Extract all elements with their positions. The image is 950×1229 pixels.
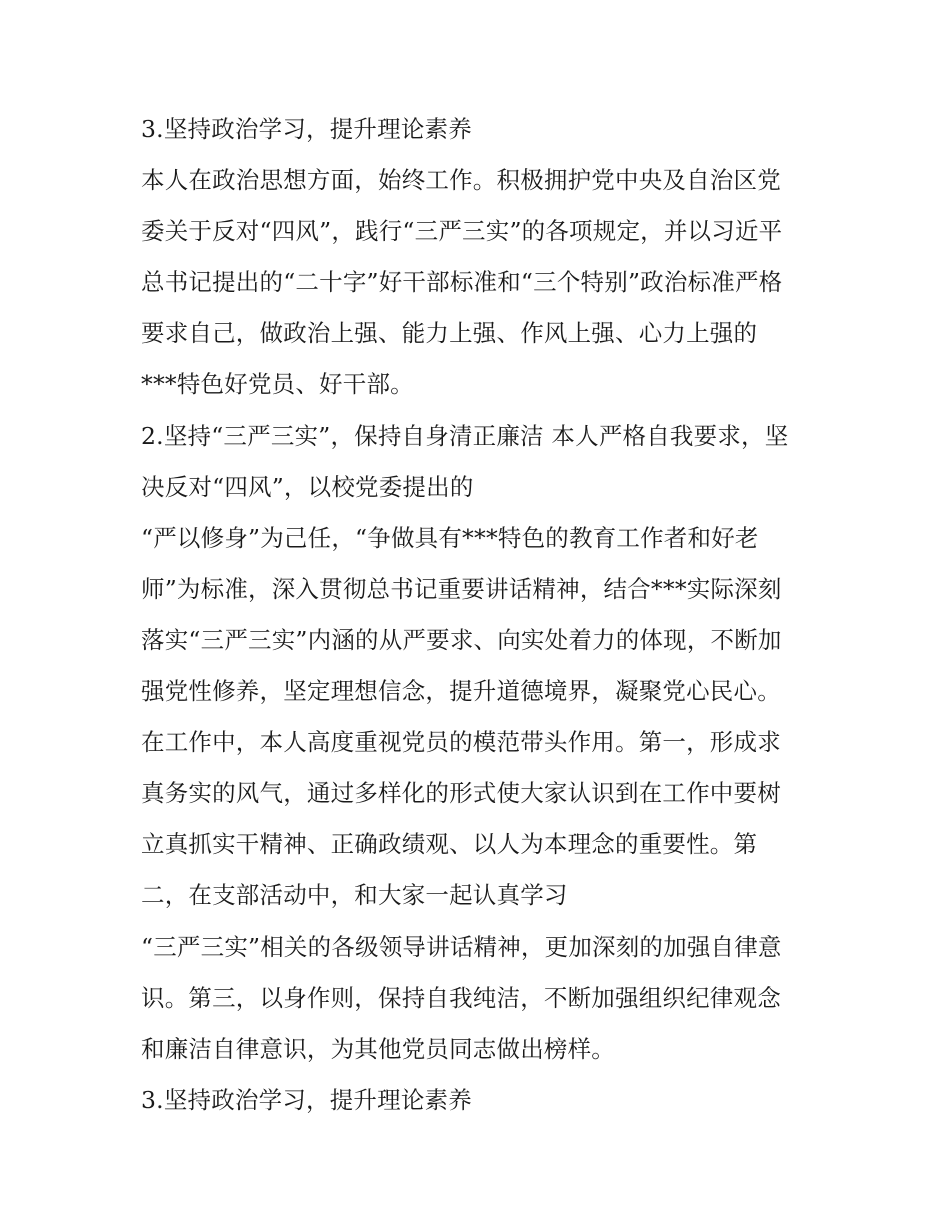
paragraph-line: 真务实的风气，通过多样化的形式使大家认识到在工作中要树 <box>141 779 781 808</box>
paragraph-line: 和廉洁自律意识，为其他党员同志做出榜样。 <box>141 1034 615 1063</box>
paragraph-line: 决反对“四风”，以校党委提出的 <box>141 472 474 501</box>
paragraph-line: 本人在政治思想方面，始终工作。积极拥护党中央及自治区党 <box>141 166 781 195</box>
paragraph-line: 二，在支部活动中，和大家一起认真学习 <box>141 881 568 910</box>
paragraph-line: “三严三实”相关的各级领导讲话精神，更加深刻的加强自律意 <box>141 932 782 961</box>
heading-three-stricts: 2.坚持“三严三实”，保持自身清正廉洁 本人严格自我要求，坚 <box>141 421 789 450</box>
paragraph-line: 识。第三，以身作则，保持自我纯洁，不断加强组织纪律观念 <box>141 983 781 1012</box>
paragraph-line: 落实“三严三实”内涵的从严要求、向实处着力的体现，不断加 <box>141 625 782 654</box>
document-body <box>141 104 821 1126</box>
paragraph-line: ***特色好党员、好干部。 <box>141 370 414 399</box>
paragraph-line: 立真抓实干精神、正确政绩观、以人为本理念的重要性。第 <box>141 830 758 859</box>
paragraph-line: 在工作中，本人高度重视党员的模范带头作用。第一，形成求 <box>141 728 781 757</box>
heading-political-study: 3.坚持政治学习，提升理论素养 <box>141 115 472 143</box>
paragraph-line: 总书记提出的“二十字”好干部标准和“三个特别”政治标准严格 <box>141 268 783 297</box>
paragraph-line: 要求自己，做政治上强、能力上强、作风上强、心力上强的 <box>141 319 758 348</box>
paragraph-line: 强党性修养，坚定理想信念，提升道德境界，凝聚党心民心。 <box>141 677 781 706</box>
paragraph-line: 师”为标准，深入贯彻总书记重要讲话精神，结合***实际深刻 <box>141 574 782 603</box>
paragraph-line: “严以修身”为己任，“争做具有***特色的教育工作者和好老 <box>141 523 759 552</box>
heading-political-study: 3.坚持政治学习，提升理论素养 <box>141 1085 472 1114</box>
paragraph-line: 委关于反对“四风”，践行“三严三实”的各项规定，并以习近平 <box>141 217 783 246</box>
